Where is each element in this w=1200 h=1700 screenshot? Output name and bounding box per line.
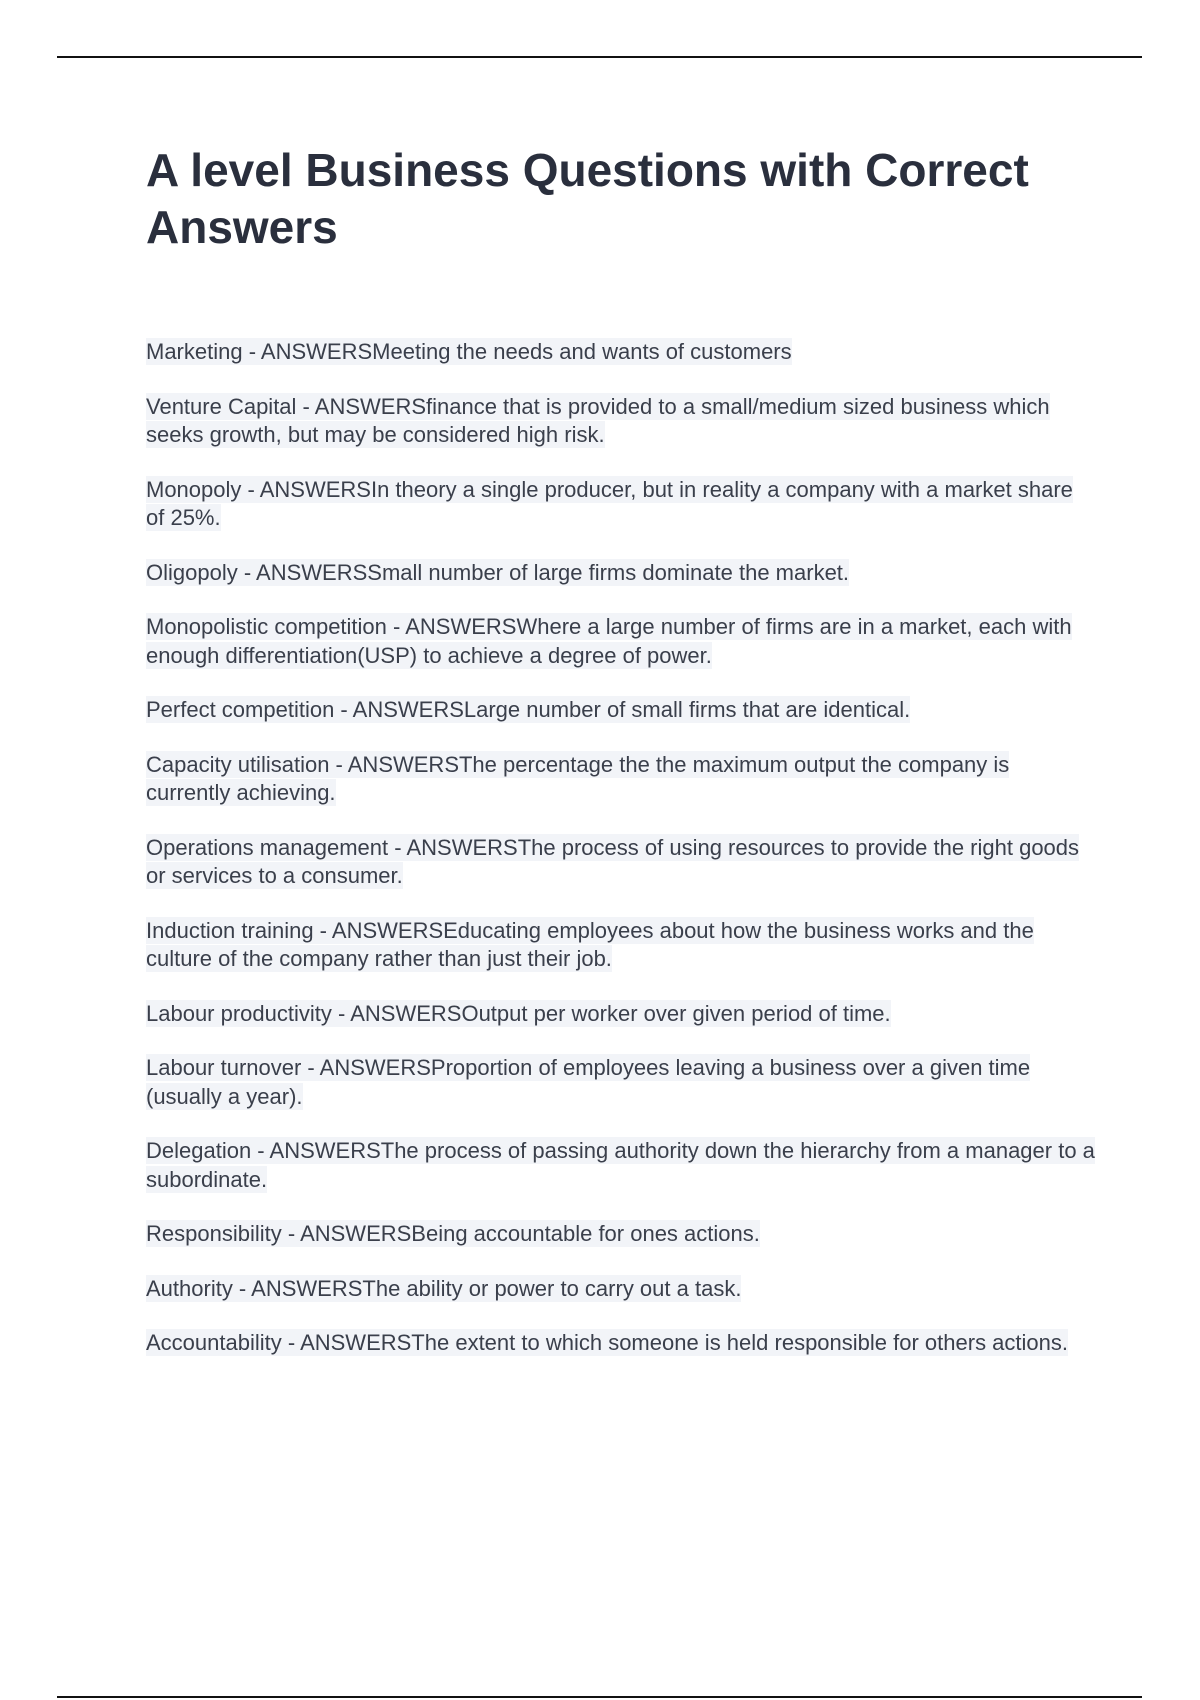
qa-text: Authority - ANSWERSThe ability or power to carry out a task. [146,1275,742,1301]
qa-text: Responsibility - ANSWERSBeing accountable for ones actions. [146,1221,760,1246]
qa-item [146,476,1096,533]
qa-item [146,917,1096,974]
qa-text: Oligopoly - ANSWERSSmall number of large firms dominate the market. [146,559,850,585]
qa-text: Venture Capital - ANSWERSfinance that is provided to a small/medium sized business which seeks growth, but may be considered high risk. [146,393,1050,447]
qa-text: Operations management - ANSWERSThe process of using resources to provide the right goods or services to a consumer. [146,834,1080,888]
qa-text: Accountability - ANSWERSThe extent to which someone is held responsible for others actions. [146,1330,1069,1355]
qa-item [146,751,1096,808]
qa-item [146,1275,1096,1304]
qa-text: Monopoly - ANSWERSIn theory a single producer, but in reality a company with a market share of 25%. [146,476,1073,530]
qa-text: Labour turnover - ANSWERSProportion of employees leaving a business over a given time (usually a year). [146,1055,1031,1109]
qa-text: Monopolistic competition - ANSWERSWhere a large number of firms are in a market, each with enough differentiation(USP) to achieve a degree of power. [146,614,1072,668]
qa-item [146,1329,1096,1358]
qa-list [146,338,1096,1358]
qa-item [146,834,1096,891]
qa-item [146,1137,1096,1194]
qa-item [146,1000,1096,1029]
document-title: A level Business Questions with Correct Answers [146,144,1029,253]
header-rule [57,56,1142,58]
qa-text: Induction training - ANSWERSEducating employees about how the business works and the culture of the company rather than just their job. [146,917,1034,971]
qa-item [146,613,1096,670]
qa-item [146,393,1096,450]
qa-item [146,1054,1096,1111]
document-body [146,142,1096,1384]
qa-text: Delegation - ANSWERSThe process of passing authority down the hierarchy from a manager to a subordinate. [146,1138,1095,1192]
qa-item [146,559,1096,588]
qa-item [146,696,1096,725]
qa-text: Marketing - ANSWERSMeeting the needs and wants of customers [146,339,792,364]
qa-item [146,338,1096,367]
qa-text: Perfect competition - ANSWERSLarge number of small firms that are identical. [146,697,911,722]
qa-text: Labour productivity - ANSWERSOutput per worker over given period of time. [146,1000,891,1026]
qa-item [146,1220,1096,1249]
footer-rule [57,1696,1142,1698]
qa-text: Capacity utilisation - ANSWERSThe percentage the the maximum output the company is currently achieving. [146,751,1010,805]
